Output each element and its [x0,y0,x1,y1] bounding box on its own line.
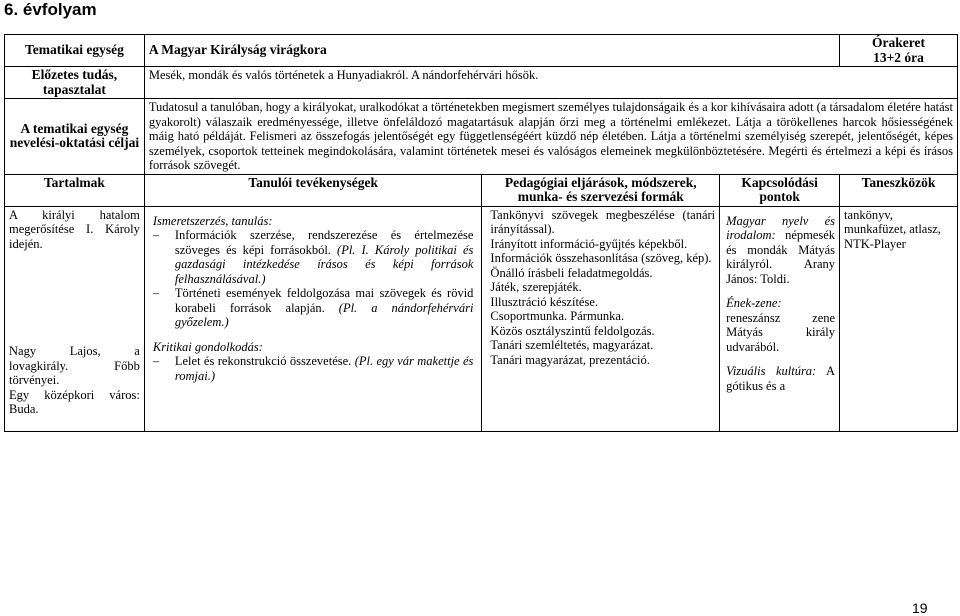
activity-item [153,354,474,383]
grade-heading: 6. évfolyam [4,0,97,19]
unit-title: A Magyar Királyság virágkora [144,35,839,67]
hours-cell [840,35,958,67]
link-subject: Magyar nyelv és irodalom: [726,213,836,242]
content-item: Nagy Lajos, a lovagkirály. Főbb törvényei. [9,344,140,387]
activity-item-text: Információk szerzése, rendszerezése és értelmezése szöveges és képi forrásokból. [174,228,474,257]
col-tools-header: Taneszközök [840,174,958,206]
col-links-header: Kapcsolódási pontok [720,174,840,206]
content-item: Egy középkori város: Buda. [9,387,140,416]
col-activities-header: Tanulói tevékenységek [144,174,482,206]
goals-label: A tematikai egység nevelési-oktatási céljai [5,99,145,175]
activity-item-text: Lelet és rekonstrukció összevetése. [174,354,352,368]
method-item: Tanári szemléltetés, magyarázat. [490,338,654,352]
content-cell [5,206,145,431]
activities-section-1-title: Ismeretszerzés, tanulás: [152,213,273,228]
link-text: reneszánsz zene Mátyás király udvarából. [726,310,836,354]
content-row [5,206,958,431]
columns-header-row [5,174,958,206]
hours-value: 13+2 óra [873,49,924,65]
method-item: Közös osztályszintű feldolgozás. [490,323,655,338]
method-item: Tankönyvi szövegek megbeszélése (tanári irányítással). [490,207,716,236]
link-subject: Ének-zene: [726,296,782,310]
prior-knowledge-label: Előzetes tudás, tapasztalat [5,67,145,99]
link-text: népmesék és mondák Mátyás királyról. Arany János: Toldi. [726,228,836,286]
col-methods-header: Pedagógiai eljárások, módszerek, munka- és szervezési formák [482,174,720,206]
method-item: Csoportmunka. Pármunka. [490,309,625,323]
activity-item-example: (Pl. egy vár makettje és romjai.) [174,354,474,383]
activity-item-example: (Pl. a nándorfehérvári győzelem.) [174,300,474,329]
activities-cell [144,206,482,431]
method-item: Játék, szerepjáték. [490,280,582,294]
goals-row [5,99,958,175]
curriculum-table [4,34,958,432]
activity-item [153,228,474,286]
tools-cell [840,206,958,431]
methods-cell [482,206,720,431]
activity-item-text: Történeti események feldolgozása mai szövegek és rövid korabeli források alapján. [174,286,474,315]
method-item: Tanári magyarázat, prezentáció. [490,352,650,367]
unit-label: Tematikai egység [5,35,145,67]
activities-section-2-title: Kritikai gondolkodás: [152,339,263,354]
method-item: Önálló írásbeli feladatmegoldás. [490,265,653,280]
activity-item [153,286,474,330]
link-block [726,214,835,287]
method-item: Információk összehasonlítása (szöveg, kép). [490,251,712,265]
method-item: Irányított információ-gyűjtés képekből. [490,236,688,251]
method-item: Illusztráció készítése. [490,294,599,309]
hours-label: Órakeret [872,35,926,50]
links-cell [720,206,840,431]
header-row [5,35,958,67]
link-block [726,296,835,354]
tools-text: tankönyv, munkafüzet, atlasz, NTK-Player [844,207,941,251]
col-content-header: Tartalmak [5,174,145,206]
link-text: A gótikus és a [726,364,836,393]
page-number: 19 [912,600,928,616]
content-item: A királyi hatalom megerősítése I. Károly idején. [9,207,140,251]
prior-knowledge-text: Mesék, mondák és valós történetek a Hunyadiakról. A nándorfehérvári hősök. [144,67,957,99]
prior-knowledge-row [5,67,958,99]
link-subject: Vizuális kultúra: [726,364,817,378]
goals-text: Tudatosul a tanulóban, hogy a királyokat, uralkodókat a történetekben megismert személyes tulajdonságaik és a kor kihívásaira adott (a társadalom életére hatást gyakorolt) válaszaik eredményessége, illetve önfeláldozó magatartásuk alapján őrzi meg a történelmi emlékezet. Látja a törökellenes harcok hősiességének máig ható példáját. Felismeri az összefogás jelentőségét egy függetlenségéért küzdő nép életében. Látja a történelmi személyiség szerepét, jelentőségét, képes személyek, csoportok tetteinek megindokolására, valamint történetek mesei és valóságos elemeinek megkülönböztetésére. Megérti és értelmezi a képi és írásos források szövegét. [144,99,957,175]
link-block [726,364,835,393]
activity-item-example: (Pl. I. Károly politikai és gazdasági intézkedése írásos és képi források felhasználásával.) [174,242,474,286]
